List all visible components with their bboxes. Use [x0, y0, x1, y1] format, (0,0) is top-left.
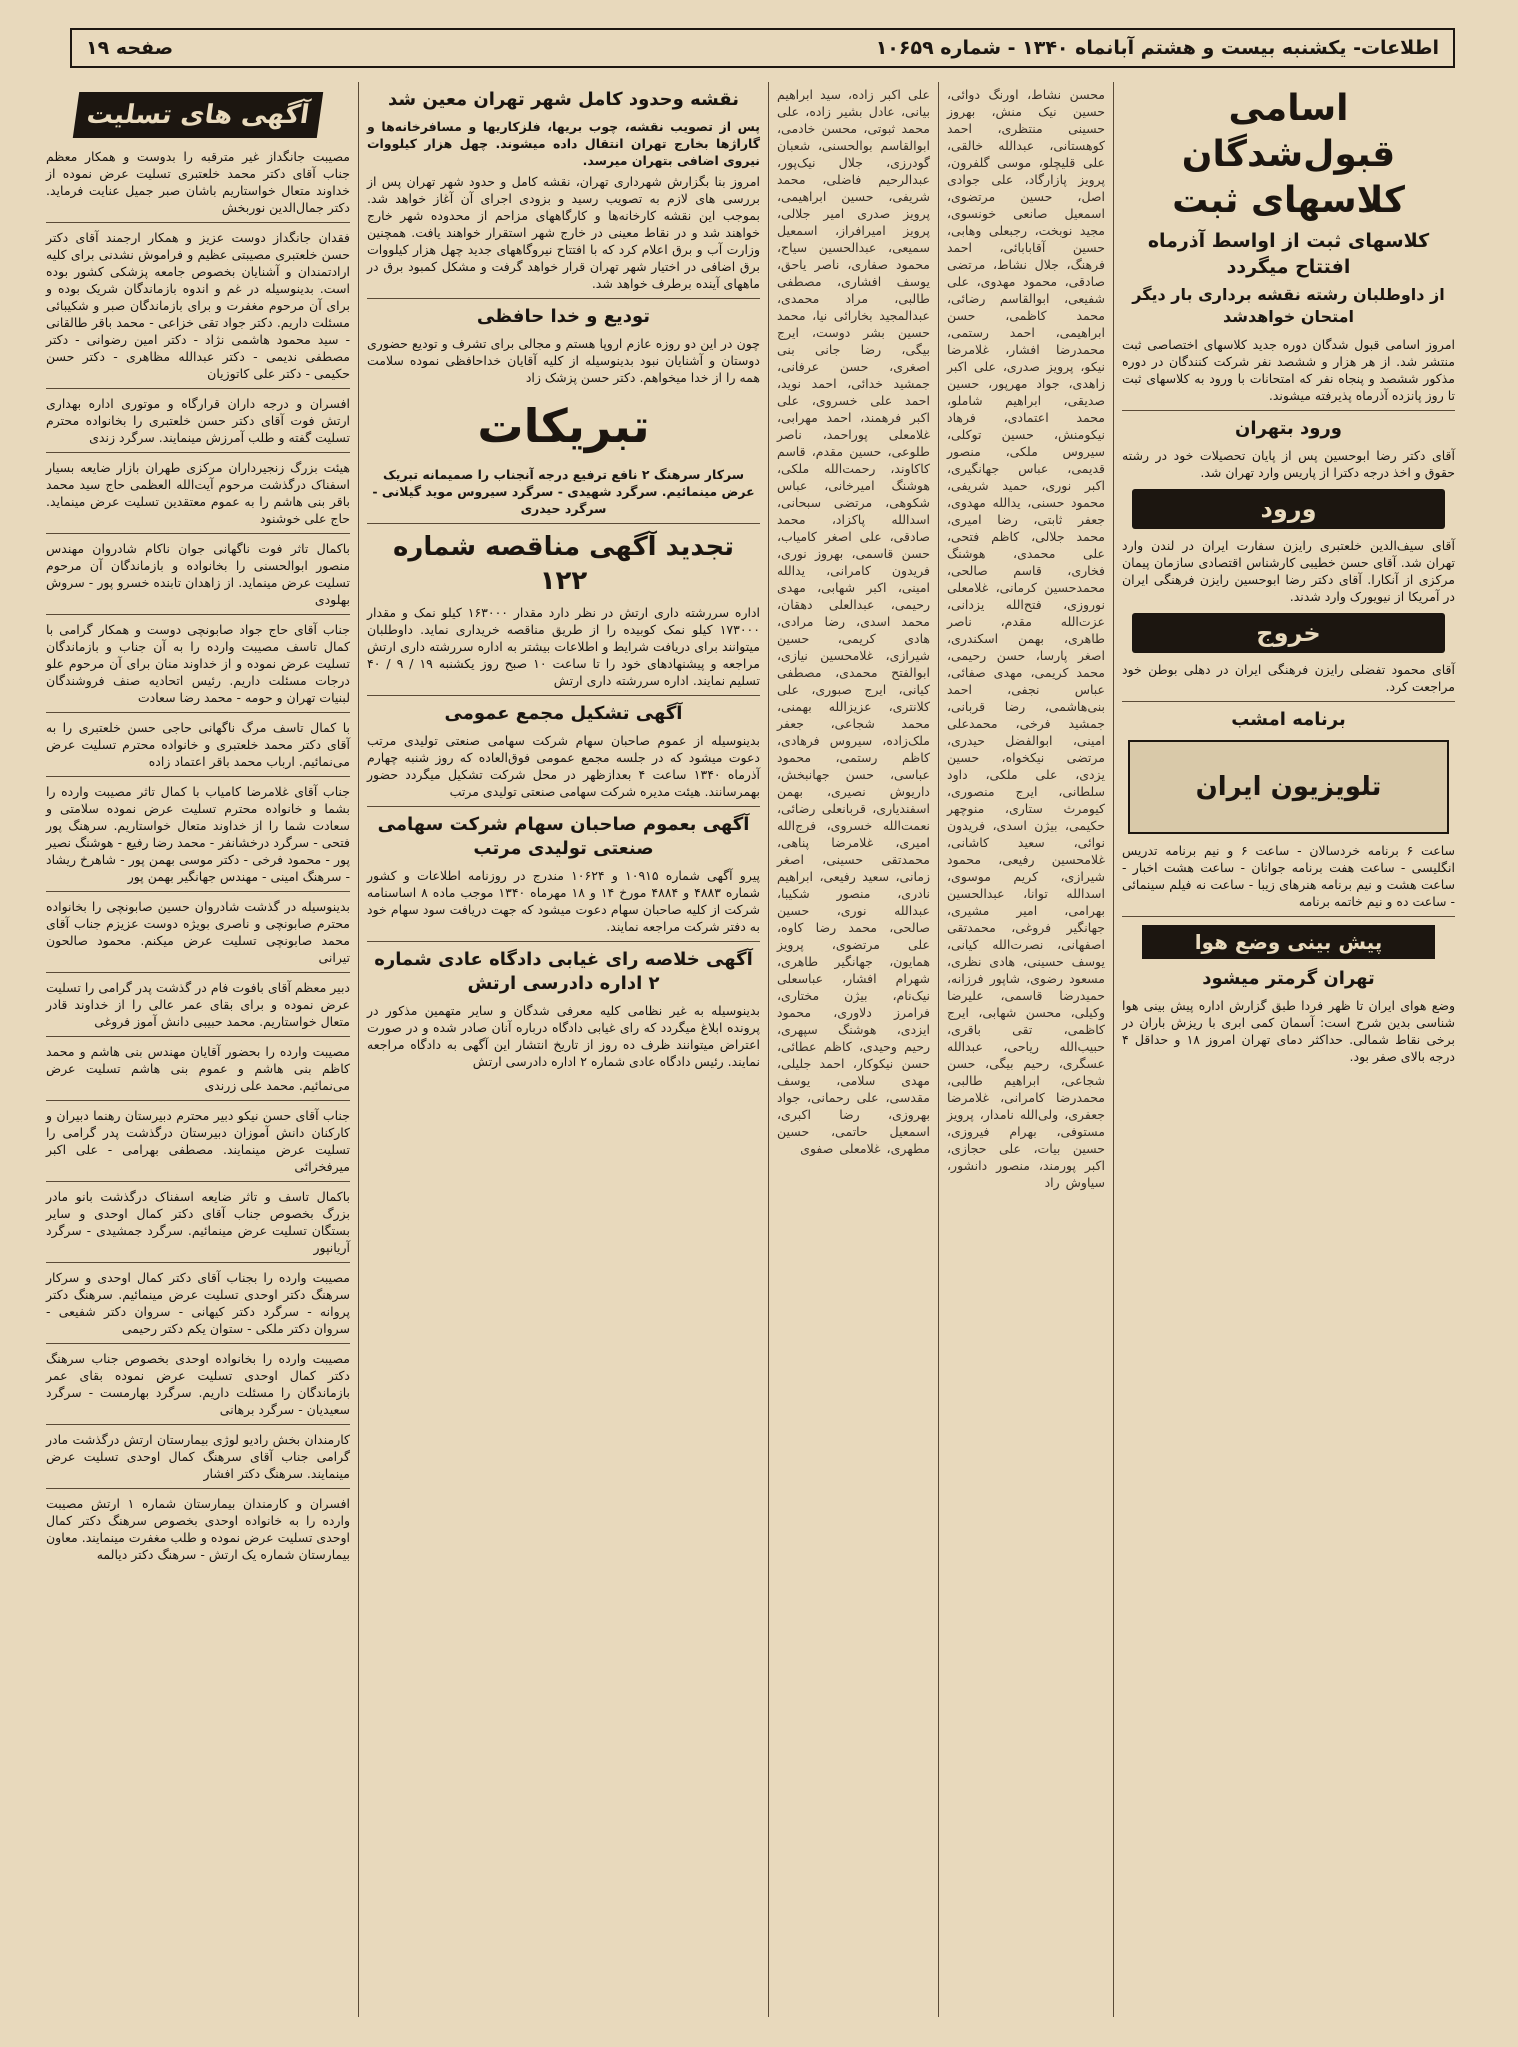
tv-logo: [1128, 740, 1449, 834]
divider: [46, 1036, 350, 1037]
congrats-text: سرکار سرهنگ ۲ نافع ترفیع درجه آنجناب را صمیمانه تبریک عرض مینمائیم. سرگرد شهیدی - سرگرد سیروس موید گیلانی - سرگرد حیدری: [372, 467, 755, 516]
arrival-heading: ورود بتهران: [1235, 418, 1342, 439]
divider: [1122, 701, 1455, 702]
court-notice-text: بدینوسیله به غیر نظامی کلیه معرفی شدگان و سایر متهمین مذکور در پرونده ابلاغ میگردد که رای غیابی دادگاه درباره آنان صادر شده و در صورت اعتراض میتوانند ظرف ده روز از تاریخ انتشار این آگهی به دادگاه مراجعه نمایند. رئیس دادگاه عادی شماره ۲ اداره دادرسی ارتش: [367, 1003, 760, 1069]
divider: [367, 523, 760, 524]
condolence-notice: افسران و کارمندان بیمارستان شماره ۱ ارتش مصیبت وارده را به خانواده اوحدی بخصوص سرهنگ دکتر کمال اوحدی تسلیت عرض نموده و طلب مغفرت مینمایند. معاون بیمارستان شماره یک ارتش - سرهنگ دکتر دیالمه: [46, 1496, 350, 1562]
divider: [46, 891, 350, 892]
article-title: اسامی قبول‌شدگان کلاسهای ثبت: [1172, 88, 1405, 221]
farewell-text: چون در این دو روزه عازم اروپا هستم و مجالی برای تشرف و تودیع حضوری دوستان و آشنایان نبود بدینوسیله از کلیه آقایان خداحافظی نموده سلامت همه را از خدا میخواهم. دکتر حسن پزشک زاد: [367, 336, 760, 385]
divider: [367, 298, 760, 299]
condolence-notice: کارمندان بخش رادیو لوژی بیمارستان ارتش درگذشت مادر گرامی جناب آقای سرهنگ کمال اوحدی تسلیت عرض مینمایند. سرهنگ دکتر افشار: [46, 1432, 350, 1481]
weather-text: وضع هوای ایران تا ظهر فردا طبق گزارش اداره پیش بینی هوا شناسی بدین شرح است: آسمان کمی ابری با ریزش باران در برخی نقاط شمالی. حداکثر دمای تهران امروز ۱۸ و حداقل ۴ درجه بالای صفر بود.: [1122, 998, 1455, 1064]
names-list: محسن نشاط، اورنگ دوائی، حسین نیک منش، بهروز حسینی منتظری، احمد کوهستانی، عبدالله خالقی، علی قلیچلو، موسی گلفرون، پرویز پازارگاد، علی جوادی اصل، حسین مرتضوی، اسمعیل صانعی خونسوی، مجید نوبخت، رجبعلی وهابی، حسین آقابابائی، احمد فرهنگ، جلال نشاط، مرتضی صادقی، محمود مهدوی، علی شفیعی، ابوالقاسم رضائی، محمد کاظمی، حسن ابراهیمی، احمد رستمی، محمدرضا افشار، غلامرضا نیکو، پرویز صدری، علی اکبر زاهدی، جواد مهرپور، حسین صدیقی، ابراهیم شاملو، محمد اعتمادی، فرهاد نیکومنش، حسین توکلی، سیروس ملکی، منصور قدیمی، عباس جهانگیری، اکبر نوری، حمید شریفی، محمود حسنی، یدالله مهدوی، جعفر ثابتی، رضا امیری، محمد جلالی، کاظم فتحی، علی محمدی، هوشنگ فخاری، قاسم صالحی، محمدحسین کرمانی، غلامعلی نوروزی، فتح‌الله یزدانی، عزت‌الله مقدم، ناصر طاهری، بهمن اسکندری، اصغر پارسا، حسن رحیمی، محمد کریمی، مهدی صفائی، عباس نجفی، احمد بنی‌هاشمی، رضا قربانی، جمشید فرخی، محمدعلی امینی، ابوالفضل حیدری، مرتضی نیکخواه، حسین یزدی، علی ملکی، داود سلطانی، ایرج منصوری، کیومرث ستاری، منوچهر حکیمی، بیژن اسدی، فریدون نوائی، سعید کاشانی، غلامحسین رفیعی، محمود شیرازی، کریم موسوی، اسدالله توانا، عبدالحسین بهرامی، امیر مشیری، جهانگیر فروغی، محمدتقی اصفهانی، نصرت‌الله کیانی، یوسف حسینی، هادی نظری، مسعود رضوی، شاپور فرزانه، حمیدرضا قاسمی، علیرضا وکیلی، محسن شهابی، ایرج کاظمی، تقی باقری، حبیب‌الله ریاحی، عبدالله عسگری، رحیم بیگی، حسن شجاعی، ابراهیم طالبی، محمدرضا کامرانی، غلامرضا جعفری، ولی‌الله نامدار، پرویز مستوفی، بهرام فیروزی، حسین بیات، علی حجازی، اکبر پورمند، منصور دانشور، سیاوش راد: [947, 87, 1105, 1190]
city-map-subheading: پس از تصویب نقشه، چوب بریها، فلزکاریها و مسافرخانه‌ها و گاراژها بخارج تهران انتقال داده میشوند. چهل هزار کیلووات نیروی اضافی بتهران میرسد.: [367, 119, 760, 168]
condolence-notice: بدینوسیله در گذشت شادروان حسین صابونچی را بخانواده محترم صابونچی و ناصری بویژه دوست عزیزم جناب آقای محمد صابونچی تسلیت عرض میکنم. محمود صالحون تیرانی: [46, 899, 350, 965]
names-list: علی اکبر زاده، سید ابراهیم بیانی، عادل بشیر زاده، علی محمد ثبوتی، محسن خادمی، ابوالقاسم بوالحسنی، شعبان گودرزی، جلال نیک‌پور، عبدالرحیم فاضلی، محمد شریفی، حسین ابراهیمی، پرویز صدری امیر جلالی، پرویز امیرافراز، اسمعیل سمیعی، عبدالحسین سیاح، محمود صفاری، ناصر یاحق، یوسف افشاری، مصطفی طالبی، مراد محمدی، عبدالمجید بخارائی نیا، محمد حسین بشر دوست، ایرج بیگی، رضا جانی بنی اصغری، حسن عرفانی، جمشید خدائی، احمد نوید، احمد علی خسروی، علی اکبر فرهمند، احمد مهرابی، غلامعلی پوراحمد، ناصر طلوعی، حسین مقدم، قاسم کاکاوند، رحمت‌الله ملکی، هوشنگ امیرخانی، عباس شکوهی، مرتضی سبحانی، اسدالله پاکزاد، محمد صادقی، علی اصغر کامیاب، حسن قاسمی، بهروز نوری، فریدون کامرانی، یدالله امینی، اکبر شهابی، مهدی رحیمی، عبدالعلی دهقان، محمد اسدی، رضا مرادی، هادی کریمی، حسین شیرازی، غلامحسین نیازی، ابوالفتح محمدی، مصطفی کیانی، ایرج صبوری، علی کلانتری، عزیزالله بهمنی، محمد شجاعی، جعفر ملک‌زاده، سیروس فرهادی، کاظم رستمی، محمود عباسی، حسن جهانبخش، داریوش نصیری، بهمن اسفندیاری، قربانعلی رضائی، نعمت‌الله خسروی، فرج‌الله امیری، غلامرضا پناهی، محمدتقی حسینی، اصغر زمانی، سعید رفیعی، ابراهیم نادری، منصور شکیبا، عبدالله نوری، حسین صالحی، محمد رضا کاوه، علی مرتضوی، پرویز همایون، جهانگیر طاهری، شهرام افشار، عباسعلی نیک‌نام، بیژن مختاری، فرامرز دلاوری، محمود ایزدی، هوشنگ سپهری، رحیم وحیدی، کاظم عطائی، حسن نیکوکار، احمد جلیلی، مهدی سلامی، یوسف مقدسی، علی رحمانی، جواد بهروزی، رضا اکبری، اسمعیل حاتمی، حسین مطهری، غلامعلی صفوی: [777, 87, 930, 1156]
condolence-notice: جناب آقای حاج جواد صابونچی دوست و همکار گرامی با کمال تاسف مصیبت وارده را به آن جناب و بازماندگان تسلیت عرض نموده و از خداوند منان برای آن مرحوم علو درجات مسئلت داریم. رئیس اتحادیه صنف فروشندگان لبنیات تهران و حومه - محمد رضا سعادت: [46, 622, 350, 705]
column-4: [358, 82, 768, 2017]
condolence-notice: هیئت بزرگ زنجیرداران مرکزی طهران بازار ضایعه بسیار اسفناک درگذشت مرحوم آیت‌الله العظمی حاج سید محمد باقر بنی هاشم را به عموم معتقدین تسلیت عرض مینماید. حاج علی خوشنود: [46, 460, 350, 526]
divider: [46, 1488, 350, 1489]
divider: [46, 1343, 350, 1344]
divider: [367, 695, 760, 696]
condolence-notice: باکمال تاثر فوت ناگهانی جوان ناکام شادروان مهندس منصور ابوالحسنی را بخانواده و بازماندگان آن مرحوم تسلیت عرض مینماید. از زاهدان تابنده خسرو پور - سروش بهلودی: [46, 541, 350, 607]
condolence-notice: باکمال تاسف و تاثر ضایعه اسفناک درگذشت بانو مادر بزرگ بخصوص جناب آقای دکتر کمال اوحدی و سایر بستگان تسلیت عرض مینمائیم. سرگرد جمشیدی - سرگرد آریانپور: [46, 1189, 350, 1255]
city-map-heading: نقشه وحدود کامل شهر تهران معین شد: [387, 89, 740, 110]
column-3: [768, 82, 938, 2017]
condolence-notice: افسران و درجه داران قرارگاه و موتوری اداره بهداری ارتش فوت آقای دکتر حسن خلعتبری را بخانواده محترم تسلیت گفته و طلب آمرزش مینمایند. سرگرد زندی: [46, 396, 350, 445]
divider: [46, 1181, 350, 1182]
tv-schedule: ساعت ۶ برنامه خردسالان - ساعت ۶ و نیم برنامه تدریس انگلیسی - ساعت هفت برنامه جوانان - ساعت هشت اخبار - ساعت هشت و نیم برنامه هنرهای زیبا - ساعت نه فیلم سینمائی - ساعت ده و نیم خاتمه برنامه: [1122, 843, 1455, 909]
congrats-title: تبریکات: [477, 399, 650, 453]
tender-text: اداره سررشته داری ارتش در نظر دارد مقدار ۱۶۳۰۰۰ کیلو نمک و مقدار ۱۷۳۰۰۰ کیلو نمک کوبیده را از طریق مناقصه خریداری نماید. داوطلبان میتوانند برای دریافت شرایط و اطلاعات بیشتر به اداره سررشته داری ارتش مراجعه و پیشنهادهای خود را تا ساعت ۱۰ صبح روز یکشنبه ۱۹ / ۹ / ۴۰ تسلیم نمایند. اداره سررشته داری ارتش: [367, 605, 760, 688]
divider: [46, 712, 350, 713]
masthead: اطلاعات- یکشنبه بیست و هشتم آبانماه ۱۳۴۰ - شماره ۱۰۶۵۹: [875, 37, 1439, 59]
city-map-text: امروز بنا بگزارش شهرداری تهران، نقشه کامل و حدود شهر تهران پس از بررسی های لازم به تصویب رسید و بزودی اجرای آن آغاز خواهد شد. بموجب این نقشه کارخانه‌ها و کارگاههای مزاحم از محدوده شهر خارج خواهند شد و در نقاط معینی در خارج شهر استقرار خواهند یافت. همچنین وزارت آب و برق اعلام کرد که با افتتاح نیروگاههای جدید چهل هزار کیلووات برق اضافی در اختیار شهر تهران قرار خواهد گرفت و مشکل کمبود برق در ماههای آینده برطرف خواهد شد.: [367, 174, 760, 291]
divider: [46, 533, 350, 534]
column-5: [38, 82, 358, 2017]
condolence-notice: مصیبت جانگداز غیر مترقبه را بدوست و همکار معظم جناب آقای دکتر محمد خلعتبری تسلیت عرض نموده از خداوند متعال خواستاریم باشان صبر جمیل عنایت فرماید. دکتر جمال‌الدین نوربخش: [46, 149, 350, 215]
page-number: صفحه ۱۹: [86, 37, 174, 59]
column-2: [938, 82, 1113, 2017]
condolence-notice: فقدان جانگداز دوست عزیز و همکار ارجمند آقای دکتر حسن خلعتبری مصیبتی عظیم و فراموش نشدنی برای کلیه ارادتمندان و آشنایان بخصوص جامعه پزشکی کشور بوده است. بدینوسیله در غم و اندوه بازماندگان شریک بوده و برای آن مرحوم مغفرت و برای بازماندگان صبر و شکیبائی مسئلت داریم. دکتر جواد تقی خزاعی - محمد باقر طالقانی - سید محمود هاشمی نژاد - دکتر امین رضوانی - دکتر مصطفی ندیمی - دکتر عبدالله مظاهری - دکتر حسن حکیمی - دکتر علی کاتوزیان: [46, 230, 350, 381]
divider: [1122, 410, 1455, 411]
divider: [46, 1424, 350, 1425]
condolence-notice: جناب آقای غلامرضا کامیاب با کمال تاثر مصیبت وارده را بشما و خانواده محترم تسلیت عرض نموده سلامتی و سعادت شما را از خداوند متعال خواستاریم. سرهنگ پور فتحی - سرگرد درخشانفر - محمد رضا رفیع - هوشنگ نصیر پور - محمود فرخی - دکتر موسی بهمن پور - شاهرخ ریشاد - سرهنگ امینی - مهندس جهانگیر بهمن پور: [46, 784, 350, 884]
shareholder-notice-heading: آگهی بعموم صاحبان سهام شرکت سهامی صنعتی تولیدی مرتب: [377, 814, 750, 859]
tender-heading: تجدید آگهی مناقصه شماره ۱۲۲: [393, 532, 734, 596]
condolence-notice: دبیر معظم آقای بافوت فام در گذشت پدر گرامی را تسلیت عرض نموده و برای بقای عمر عالی را از خداوند قادر متعال خواستاریم. محمد حبیبی دانش آموز فروغی: [46, 980, 350, 1029]
divider: [367, 941, 760, 942]
article-subtitle-2: از داوطلبان رشته نقشه برداری بار دیگر امتحان خواهدشد: [1132, 285, 1445, 326]
column-1: [1113, 82, 1463, 2017]
divider: [46, 1100, 350, 1101]
condolence-notice: مصیبت وارده را بخانواده اوحدی بخصوص جناب سرهنگ دکتر کمال اوحدی تسلیت عرض نموده بقای عمر بازماندگان را مسئلت داریم. سرگرد بهارمست - سرگرد سعیدیان - سرگرد برهانی: [46, 1351, 350, 1417]
tv-heading: برنامه امشب: [1231, 709, 1346, 730]
divider: [46, 972, 350, 973]
departure-banner: خروج: [1132, 613, 1445, 653]
divider: [1122, 916, 1455, 917]
article-intro: امروز اسامی قبول شدگان دوره جدید کلاسهای اختصاصی ثبت منتشر شد. از هر هزار و ششصد نفر شرکت کنندگان در دوره مذکور ششصد و پنجاه نفر که امتحانات با ورود به کلاسهای ثبت تا روز پانزده آذرماه پذیرفته میشوند.: [1122, 337, 1455, 403]
weather-logo: پیش بینی وضع هوا: [1142, 925, 1435, 959]
condolence-title: آگهی های تسلیت: [73, 92, 323, 138]
arrival-items: آقای سیف‌الدین خلعتبری رایزن سفارت ایران در لندن وارد تهران شد. آقای حسن خطیبی کارشناس اقتصادی سازمان پیمان مرکزی از آنکارا. آقای دکتر رضا ابوحسین رایزن فرهنگی ایران در آمریکا از نیویورک وارد شدند.: [1122, 538, 1455, 604]
divider: [46, 222, 350, 223]
article-subtitle: کلاسهای ثبت از اواسط آذرماه افتتاح میگردد: [1147, 230, 1430, 278]
divider: [46, 614, 350, 615]
condolence-notice: با کمال تاسف مرگ ناگهانی حاجی حسن خلعتبری را به آقای دکتر محمد خلعتبری و خانواده محترم تسلیت عرض می‌نمائیم. ارباب محمد باقر اعتماد زاده: [46, 720, 350, 769]
condolence-notice: مصیبت وارده را بحضور آقایان مهندس بنی هاشم و محمد کاظم بنی هاشم و عموم بنی هاشم تسلیت عرض می‌نمائیم. محمد علی زرندی: [46, 1044, 350, 1093]
arrival-banner: ورود: [1132, 489, 1445, 529]
assembly-text: بدینوسیله از عموم صاحبان سهام شرکت سهامی صنعتی تولیدی مرتب دعوت میشود که در جلسه مجمع عمومی فوق‌العاده که روز شنبه چهارم آذرماه ۱۳۴۰ ساعت ۴ بعدازظهر در محل شرکت تشکیل میگردد حضور بهمرسانند. هیئت مدیره شرکت سهامی صنعتی تولیدی مرتب: [367, 733, 760, 799]
court-notice-heading: آگهی خلاصه رای غیابی دادگاه عادی شماره ۲ اداره دادرسی ارتش: [374, 949, 753, 994]
weather-heading: تهران گرمتر میشود: [1202, 968, 1375, 989]
page-header: [70, 28, 1455, 68]
tv-logo-text: تلویزیون ایران: [1195, 771, 1382, 802]
divider: [46, 776, 350, 777]
divider: [46, 1262, 350, 1263]
farewell-heading: تودیع و خدا حافظی: [476, 306, 651, 327]
condolence-notice: جناب آقای حسن نیکو دبیر محترم دبیرستان رهنما دبیران و کارکنان دانش آموزان دبیرستان درگذشت پدر گرامی را تسلیت عرض مینمایند. مصطفی بهرامی - علی اکبر میرفخرائی: [46, 1108, 350, 1174]
divider: [46, 452, 350, 453]
shareholder-notice-text: پیرو آگهی شماره ۱۰۹۱۵ و ۱۰۶۲۴ مندرج در روزنامه اطلاعات و کشور شماره ۴۸۸۳ و ۴۸۸۴ مورخ ۱۴ و ۱۸ مهرماه ۱۳۴۰ موجب ماده ۸ اساسنامه شرکت از کلیه صاحبان سهام دعوت میشود که جهت دریافت سود سهام خود به دفتر شرکت مراجعه نمایند.: [367, 868, 761, 934]
divider: [367, 806, 760, 807]
arrival-text: آقای دکتر رضا ابوحسین پس از پایان تحصیلات خود در رشته حقوق و اخذ درجه دکترا از پاریس وارد تهران شد.: [1122, 448, 1455, 480]
divider: [46, 388, 350, 389]
departure-text: آقای محمود تفضلی رایزن فرهنگی ایران در دهلی بوطن خود مراجعت کرد.: [1122, 662, 1455, 694]
assembly-heading: آگهی تشکیل مجمع عمومی: [444, 703, 683, 724]
condolence-notice: مصیبت وارده را بجناب آقای دکتر کمال اوحدی و سرکار سرهنگ دکتر اوحدی تسلیت عرض مینمائیم. سرهنگ دکتر پروانه - سرگرد دکتر کیهانی - سروان دکتر شفیعی - سروان دکتر ملکی - ستوان یکم دکتر رحیمی: [46, 1270, 350, 1336]
